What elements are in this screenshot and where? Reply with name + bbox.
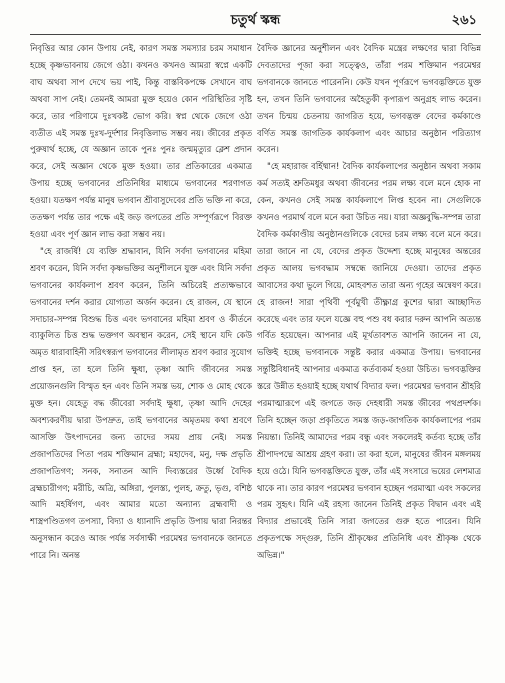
chapter-title: চতুর্থ স্কন্ধ: [230, 13, 281, 28]
right-text-column: [257, 40, 481, 676]
running-header: [30, 8, 481, 35]
left-paragraph-1: নিবৃত্তির আর কোন উপায় নেই, কারণ সমস্ত সমস্যার চরম সমাধান হচ্ছে কৃষ্ণভাবনায় জেগে ওঠা। কখনও কখনও আমরা স্বপ্নে একটি বাঘ অথবা সাপ দেখে ভয় পাই, কিন্তু বাস্তবিকপক্ষে সেখানে বাঘ অথবা সাপ নেই। তেমনই আমরা মুক্ত হয়েও কোন পরিস্থিতির সৃষ্টি করে, তার পরিণামে দুঃখকষ্ট ভোগ করি। স্বপ্ন থেকে জেগে ওঠা ব্যতীত এই সমস্ত দুঃখ-দুর্দশার নিবৃত্তিলাভ সম্ভব নয়। জীবের প্রকৃত পুরুষার্থ হচ্ছে, যে অজ্ঞান তাকে পুনঃ পুনঃ জন্মমৃত্যুর ক্লেশ প্রদান করে, সেই অজ্ঞান থেকে মুক্ত হওয়া। তার প্রতিকারের একমাত্র উপায় হচ্ছে ভগবানের প্রতিনিধির মাধ্যমে ভগবানের শরণাগত হওয়া। যতক্ষণ পর্যন্ত মানুষ ভগবান শ্রীবাসুদেবের প্রতি ভক্তি না করে, ততক্ষণ পর্যন্ত তার পক্ষে এই জড় জগতের প্রতি সম্পূর্ণরূপে বিরক্ত হওয়া এবং পূর্ণ জ্ঞান লাভ করা সম্ভব নয়।: [30, 43, 252, 239]
page-number: ২৬১: [451, 13, 477, 28]
right-paragraph-1: বৈদিক জ্ঞানের অনুশীলন এবং বৈদিক মন্ত্রের লক্ষণের দ্বারা বিভিন্ন দেবতাদের পূজা করা সত্ত্বেও, তাঁরা পরম শক্তিমান পরমেশ্বর ভগবানকে জানতে পারেননি। কেউ যখন পূর্ণরূপে ভগবদ্ভক্তিতে যুক্ত হন, তখন তিনি ভগবানের অহৈতুকী কৃপারূপ অনুগ্রহ লাভ করেন। তখন চিন্ময় চেতনায় জাগরিত হয়ে, ভগবদ্ভক্ত বেদের কর্মকাণ্ডে বর্ণিত সমস্ত জাগতিক কার্যকলাপ এবং আচার অনুষ্ঠান পরিত্যাগ করেন।: [257, 43, 481, 155]
left-paragraph-2: "হে রাজর্ষি! যে ব্যক্তি শ্রদ্ধাবান, যিনি সর্বদা ভগবানের মহিমা শ্রবণ করেন, যিনি সর্বদা কৃষ্ণভক্তির অনুশীলনে যুক্ত এবং যিনি সর্বদা ভগবানের কার্যকলাপ শ্রবণ করেন, তিনি অচিরেই প্রত্যক্ষভাবে ভগবানের দর্শন করার যোগ্যতা অর্জন করেন। হে রাজন, যে স্থানে সদাচার-সম্পন্ন বিশুদ্ধ চিত্ত এবং ভগবানের মহিমা শ্রবণ ও কীর্তনে ব্যাকুলিত চিত্ত শুদ্ধ ভক্তগণ অবস্থান করেন, সেই স্থানে যদি কেউ অমৃত ধারাবাহিনী সরিৎস্বরূপ ভগবানের লীলামৃত শ্রবণ করার সুযোগ প্রাপ্ত হন, তা হলে তিনি ক্ষুধা, তৃষ্ণা আদি জীবনের সমস্ত প্রয়োজনগুলি বিস্মৃত হন এবং তিনি সমস্ত ভয়, শোক ও মোহ থেকে মুক্ত হন। যেহেতু বদ্ধ জীবেরা সর্বদাই ক্ষুধা, তৃষ্ণা আদি দেহের অবশ্যকরণীয় দ্বারা উপদ্রুত, তাই ভগবানের অমৃতময় কথা শ্রবণে আসক্তি উৎপাদনের জন্য তাদের সময় প্রায় নেই। সমস্ত প্রজাপতিদের পিতা পরম শক্তিমান ব্রহ্মা; মহাদেব, মনু, দক্ষ প্রভৃতি প্রজাপতিগণ; সনক, সনাতন আদি দিব্যস্তরের উর্ধ্বে বৈদিক ব্রহ্মচারীগণ; মরীচি, অত্রি, অঙ্গিরা, পুলস্ত্য, পুলহ, ক্রতু, ভৃগু, বশিষ্ঠ আদি মহর্ষিগণ, এবং আমার মতো অন্যান্য ব্রহ্মবাদী ও শাস্ত্রপণ্ডিতগণ তপস্যা, বিদ্যা ও ধ্যানাদি প্রভৃতি উপায় দ্বারা নিরন্তর অনুসন্ধান করেও আজ পর্যন্ত সর্বসাক্ষী পরমেশ্বর ভগবানকে জানতে পারে নি। অনন্ত: [30, 245, 252, 561]
left-text-column: [30, 40, 252, 676]
right-paragraph-2: "হে মহারাজ বর্হিষ্মান! বৈদিক কার্যকলাপের অনুষ্ঠান অথবা সকাম কর্ম সত্যই শ্রুতিমধুর অথবা জীবনের পরম লক্ষ্য বলে মনে হোক না কেন, কখনও সেই সমস্ত কার্যকলাপে লিপ্ত হবেন না। সেগুলিকে কখনও পরমার্থ বলে মনে করা উচিত নয়। যারা অজ্ঞবুদ্ধি-সম্পন্ন তারা বৈদিক কর্মকাণ্ডীয় অনুষ্ঠানগুলিকে বেদের চরম লক্ষ্য বলে মনে করে। তারা জানে না যে, বেদের প্রকৃত উদ্দেশ্য হচ্ছে মানুষের অন্তরের প্রকৃত আলয় ভগবদ্ধাম সম্বন্ধে জানিয়ে দেওয়া। তাদের প্রকৃত আবাসের কথা ভুলে গিয়ে, মোহবশত তারা অন্য গৃহের অন্বেষণ করে। হে রাজন! সারা পৃথিবী পূর্বমুখী তীক্ষ্ণাগ্র কুশের দ্বারা আচ্ছাদিত করেছে এবং তার ফলে যজ্ঞে বহু পশু বধ করার দরুন আপনি অত্যন্ত গর্বিত হয়েছেন। আপনার এই মূর্খতাবশত আপনি জানেন না যে, ভক্তিই হচ্ছে ভগবানকে সন্তুষ্ট করার একমাত্র উপায়। ভগবানের সন্তুষ্টিবিধানই আপনার একমাত্র কর্তব্যকর্ম হওয়া উচিত। ভগবদ্ভক্তির স্তরে উন্নীত হওয়াই হচ্ছে যথার্থ বিদ্যার ফল। পরমেশ্বর ভগবান শ্রীহরি পরমাত্মারূপে এই জগতে জড় দেহধারী সমস্ত জীবের পথপ্রদর্শক। তিনি হচ্ছেন জড়া প্রকৃতিতে সমস্ত জড়-জাগতিক কার্যকলাপের পরম নিয়ন্তা। তিনিই আমাদের পরম বন্ধু এবং সকলেরই কর্তব্য হচ্ছে তাঁর শ্রীপাদপদ্মে আশ্রয় গ্রহণ করা। তা করা হলে, মানুষের জীবন মঙ্গলময় হয়ে ওঠে। যিনি ভগবদ্ভক্তিতে যুক্ত, তাঁর এই সংসারে ভয়ের লেশমাত্র থাকে না। তার কারণ পরমেশ্বর ভগবান হচ্ছেন পরমাত্মা এবং সকলের পরম সুহৃৎ। যিনি এই রহস্য জানেন তিনিই প্রকৃত বিদ্বান এবং এই বিদ্যার প্রভাবেই তিনি সারা জগতের গুরু হতে পারেন। যিনি প্রকৃতপক্ষে সদ্গুরু, তিনি শ্রীকৃষ্ণের প্রতিনিধি এবং শ্রীকৃষ্ণ থেকে অভিন্ন।": [257, 161, 481, 561]
